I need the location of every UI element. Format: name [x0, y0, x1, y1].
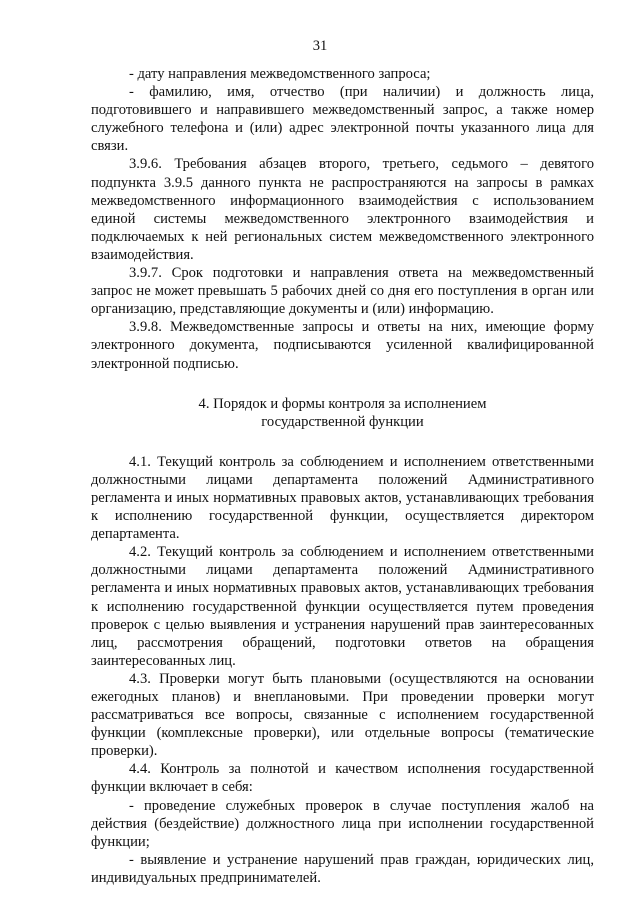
page-content — [91, 65, 594, 887]
paragraph: - выявление и устранение нарушений прав граждан, юридических лиц, индивидуальных предпринимателей. — [91, 851, 594, 886]
paragraph: 4.4. Контроль за полнотой и качеством исполнения государственной функции включает в себя: — [91, 761, 594, 796]
section-heading — [91, 395, 594, 431]
paragraph: - дату направления межведомственного запроса; — [129, 66, 431, 82]
page-number: 31 — [312, 38, 328, 54]
paragraph: - проведение служебных проверок в случае поступления жалоб на действия (бездействие) должностного лица при исполнении государственной функции; — [91, 797, 594, 850]
paragraph: 3.9.8. Межведомственные запросы и ответы на них, имеющие форму электронного документа, подписываются усиленной квалифицированной электронной подписью. — [91, 319, 594, 372]
paragraph: 3.9.6. Требования абзацев второго, третьего, седьмого – девятого подпункта 3.9.5 данного пункта не распространяются на запросы в рамках межведомственного информационного взаимодействия с использованием единой системы межведомственного электронного взаимодействия и подключаемых к ней региональных систем межведомственного электронного взаимодействия. — [91, 156, 594, 263]
paragraph: 3.9.7. Срок подготовки и направления ответа на межведомственный запрос не может превышать 5 рабочих дней со дня его поступления в орган или организацию, представляющие документы и (или) информацию. — [91, 265, 594, 318]
paragraph: 4.2. Текущий контроль за соблюдением и исполнением ответственными должностными лицами департамента положений Административного регламента и иных нормативных правовых актов, устанавливающих требования к исполнению государственной функции осуществляется путем проведения проверок с целью выявления и устранения нарушений прав заинтересованных лиц, рассмотрения обращений, подготовки ответов на обращения заинтересованных лиц. — [91, 544, 594, 669]
paragraph: - фамилию, имя, отчество (при наличии) и должность лица, подготовившего и направившего межведомственный запрос, а также номер служебного телефона и (или) адрес электронной почты указанного лица для связи. — [91, 84, 594, 155]
paragraph: 4.3. Проверки могут быть плановыми (осуществляются на основании ежегодных планов) и внеплановыми. При проведении проверки могут рассматриваться все вопросы, связанные с исполнением государственной функции (комплексные проверки), или отдельные вопросы (тематические проверки). — [91, 670, 594, 760]
paragraph: 4.1. Текущий контроль за соблюдением и исполнением ответственными должностными лицами департамента положений Административного регламента и иных нормативных правовых актов, устанавливающих требования к исполнению государственной функции, осуществляется директором департамента. — [91, 453, 594, 543]
section-heading-line-2: государственной функции — [261, 413, 424, 430]
section-heading-line-1: 4. Порядок и формы контроля за исполнением — [198, 395, 487, 412]
